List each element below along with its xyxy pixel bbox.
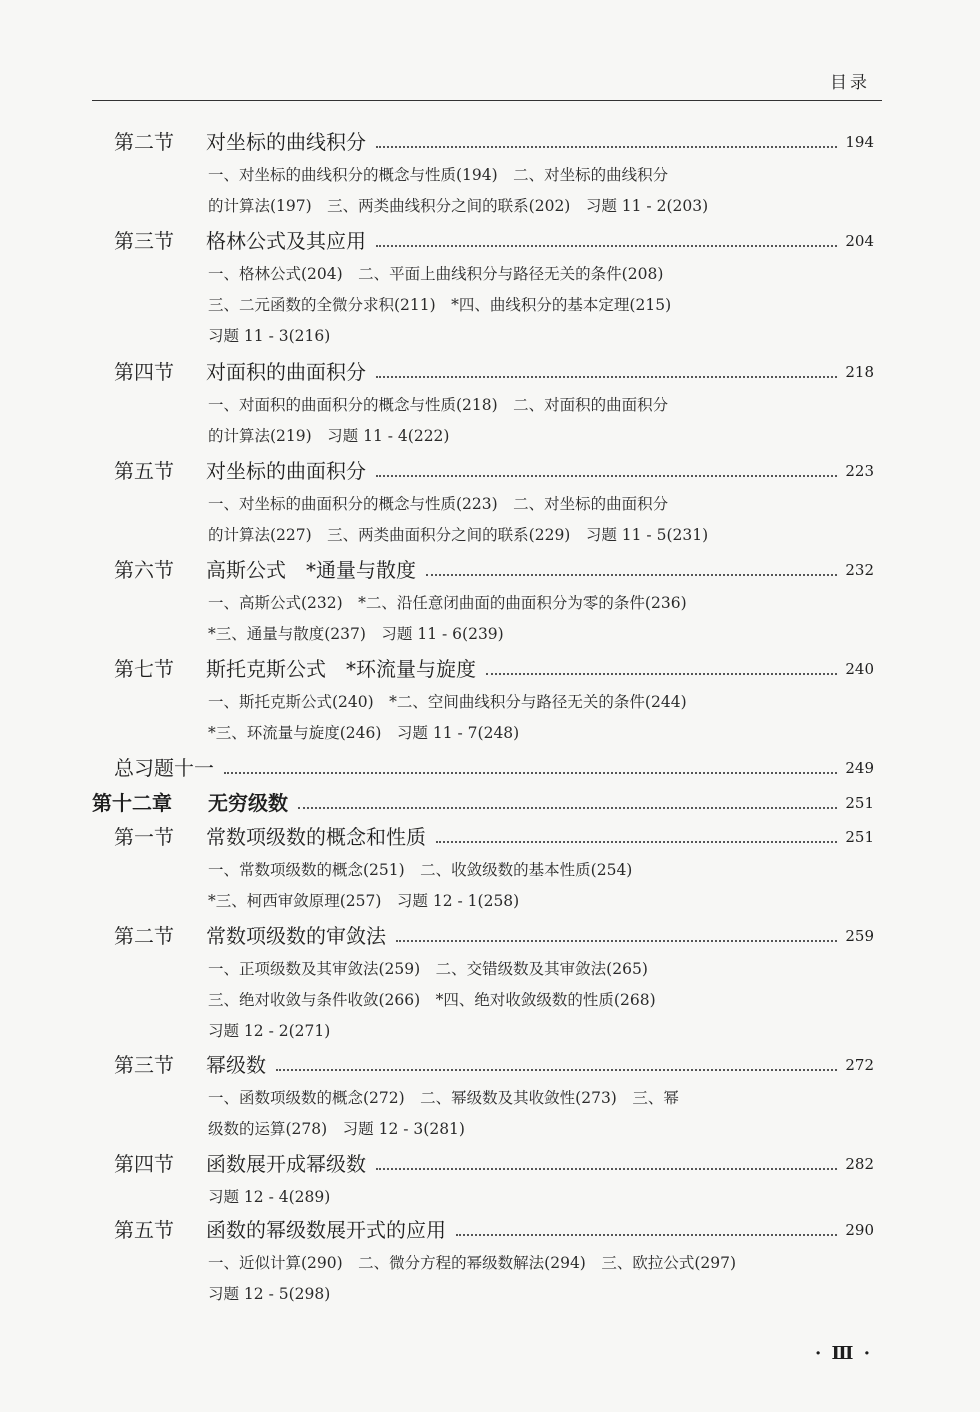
dot-leader bbox=[396, 939, 837, 942]
subsection-line: 一、斯托克斯公式(240) *二、空间曲线积分与路径无关的条件(244) bbox=[208, 693, 687, 711]
section-label: 第四节 bbox=[114, 1152, 174, 1176]
section-label: 第七节 bbox=[114, 657, 174, 681]
section-line bbox=[206, 655, 874, 683]
page-number: 259 bbox=[845, 927, 874, 945]
section-title[interactable]: 斯托克斯公式 *环流量与旋度 bbox=[206, 657, 476, 681]
dot-leader bbox=[486, 672, 837, 675]
section-line bbox=[206, 1051, 874, 1079]
section-title[interactable]: 函数的幂级数展开式的应用 bbox=[206, 1218, 446, 1242]
dot-leader bbox=[376, 244, 837, 247]
section-line bbox=[206, 1216, 874, 1244]
page-number: 249 bbox=[845, 759, 874, 777]
subsection-line: 习题 11 - 3(216) bbox=[208, 327, 331, 345]
subsection-line: 习题 12 - 2(271) bbox=[208, 1022, 331, 1040]
section-line bbox=[206, 1150, 874, 1178]
page-number: 272 bbox=[845, 1056, 874, 1074]
page-number: 218 bbox=[845, 363, 874, 381]
dot-leader bbox=[376, 375, 837, 378]
page-number: 232 bbox=[845, 561, 874, 579]
subsection-line: 一、函数项级数的概念(272) 二、幂级数及其收敛性(273) 三、幂 bbox=[208, 1089, 679, 1107]
page-number: 204 bbox=[845, 232, 874, 250]
subsection-list bbox=[208, 259, 868, 352]
section-title[interactable]: 高斯公式 *通量与散度 bbox=[206, 558, 416, 582]
section-line bbox=[206, 128, 874, 156]
section-line bbox=[206, 358, 874, 386]
page-number: 223 bbox=[845, 462, 874, 480]
subsection-line: 级数的运算(278) 习题 12 - 3(281) bbox=[208, 1120, 465, 1138]
page-number: 290 bbox=[845, 1221, 874, 1239]
subsection-line: 一、常数项级数的概念(251) 二、收敛级数的基本性质(254) bbox=[208, 861, 633, 879]
subsection-line: *三、通量与散度(237) 习题 11 - 6(239) bbox=[208, 625, 504, 643]
subsection-line: 一、近似计算(290) 二、微分方程的幂级数解法(294) 三、欧拉公式(297) bbox=[208, 1254, 737, 1272]
page-number: 251 bbox=[845, 794, 874, 812]
subsection-line: 一、对坐标的曲线积分的概念与性质(194) 二、对坐标的曲线积分 bbox=[208, 166, 669, 184]
subsection-list bbox=[208, 1182, 868, 1213]
section-title[interactable]: 函数展开成幂级数 bbox=[206, 1152, 366, 1176]
section-line bbox=[114, 754, 874, 782]
subsection-list bbox=[208, 1083, 868, 1145]
dot-leader bbox=[376, 145, 837, 148]
section-label: 第四节 bbox=[114, 360, 174, 384]
section-label: 第五节 bbox=[114, 459, 174, 483]
section-title[interactable]: 格林公式及其应用 bbox=[206, 229, 366, 253]
subsection-line: 一、对面积的曲面积分的概念与性质(218) 二、对面积的曲面积分 bbox=[208, 396, 669, 414]
section-title[interactable]: 对坐标的曲面积分 bbox=[206, 459, 366, 483]
subsection-list bbox=[208, 687, 868, 749]
subsection-line: 一、对坐标的曲面积分的概念与性质(223) 二、对坐标的曲面积分 bbox=[208, 495, 669, 513]
subsection-line: 三、绝对收敛与条件收敛(266) *四、绝对收敛级数的性质(268) bbox=[208, 991, 656, 1009]
subsection-list bbox=[208, 160, 868, 222]
section-line bbox=[206, 922, 874, 950]
section-line bbox=[206, 823, 874, 851]
subsection-line: 的计算法(219) 习题 11 - 4(222) bbox=[208, 427, 450, 445]
page-number: 282 bbox=[845, 1155, 874, 1173]
section-label: 第五节 bbox=[114, 1218, 174, 1242]
dot-leader bbox=[376, 474, 837, 477]
section-title[interactable]: 对面积的曲面积分 bbox=[206, 360, 366, 384]
section-line bbox=[206, 227, 874, 255]
dot-leader bbox=[426, 573, 837, 576]
section-title[interactable]: 无穷级数 bbox=[208, 791, 288, 815]
subsection-line: *三、柯西审敛原理(257) 习题 12 - 1(258) bbox=[208, 892, 520, 910]
subsection-list bbox=[208, 954, 868, 1047]
subsection-list bbox=[208, 588, 868, 650]
section-title[interactable]: 对坐标的曲线积分 bbox=[206, 130, 366, 154]
section-label: 第十二章 bbox=[92, 791, 172, 815]
subsection-list bbox=[208, 390, 868, 452]
section-line bbox=[206, 457, 874, 485]
section-label: 第二节 bbox=[114, 130, 174, 154]
dot-leader bbox=[276, 1068, 837, 1071]
subsection-line: 的计算法(197) 三、两类曲线积分之间的联系(202) 习题 11 - 2(203) bbox=[208, 197, 709, 215]
subsection-line: 一、格林公式(204) 二、平面上曲线积分与路径无关的条件(208) bbox=[208, 265, 664, 283]
subsection-line: 一、正项级数及其审敛法(259) 二、交错级数及其审敛法(265) bbox=[208, 960, 648, 978]
section-title[interactable]: 常数项级数的审敛法 bbox=[206, 924, 386, 948]
section-line bbox=[208, 789, 874, 817]
page-number: 240 bbox=[845, 660, 874, 678]
dot-leader bbox=[376, 1167, 837, 1170]
section-line bbox=[206, 556, 874, 584]
section-label: 第六节 bbox=[114, 558, 174, 582]
page-number-folio: · Ⅲ · bbox=[815, 1343, 872, 1364]
subsection-line: 的计算法(227) 三、两类曲面积分之间的联系(229) 习题 11 - 5(231) bbox=[208, 526, 709, 544]
section-label: 第三节 bbox=[114, 229, 174, 253]
subsection-line: *三、环流量与旋度(246) 习题 11 - 7(248) bbox=[208, 724, 520, 742]
subsection-list bbox=[208, 1248, 868, 1310]
page-number: 194 bbox=[845, 133, 874, 151]
section-title[interactable]: 幂级数 bbox=[206, 1053, 266, 1077]
subsection-list bbox=[208, 489, 868, 551]
subsection-line: 习题 12 - 4(289) bbox=[208, 1188, 331, 1206]
section-label: 第一节 bbox=[114, 825, 174, 849]
subsection-line: 三、二元函数的全微分求积(211) *四、曲线积分的基本定理(215) bbox=[208, 296, 672, 314]
header-title: 目录 bbox=[830, 73, 870, 93]
page-number: 251 bbox=[845, 828, 874, 846]
section-label: 第三节 bbox=[114, 1053, 174, 1077]
section-title[interactable]: 常数项级数的概念和性质 bbox=[206, 825, 426, 849]
subsection-line: 一、高斯公式(232) *二、沿任意闭曲面的曲面积分为零的条件(236) bbox=[208, 594, 687, 612]
dot-leader bbox=[456, 1233, 837, 1236]
dot-leader bbox=[224, 771, 837, 774]
dot-leader bbox=[298, 806, 837, 809]
subsection-line: 习题 12 - 5(298) bbox=[208, 1285, 331, 1303]
subsection-list bbox=[208, 855, 868, 917]
section-label: 第二节 bbox=[114, 924, 174, 948]
dot-leader bbox=[436, 840, 837, 843]
section-title[interactable]: 总习题十一 bbox=[114, 756, 214, 780]
